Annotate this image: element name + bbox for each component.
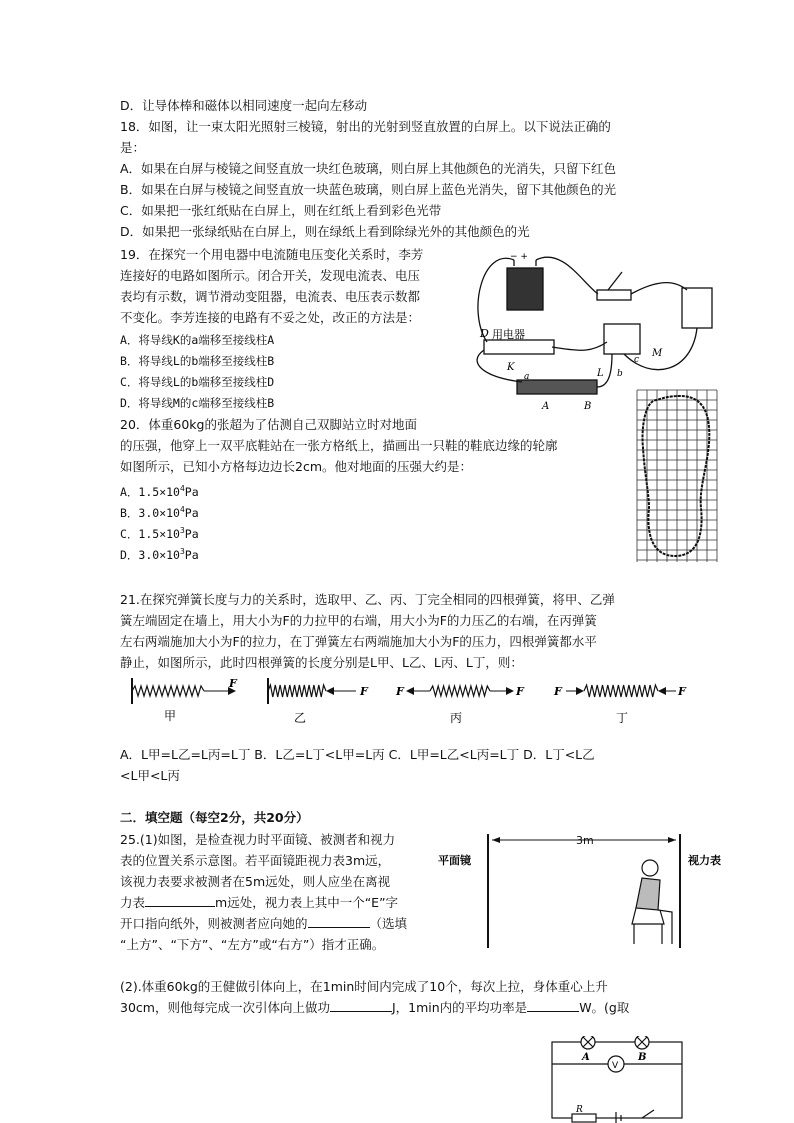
chart-label: 视力表 [688,854,721,867]
spring-coil [430,686,490,696]
q19-option-b: B．将导线L的b端移至接线柱B [120,354,275,368]
spring-ding-force-right: F [678,685,686,698]
q18-option-b: B．如果在白屏与棱镜之间竖直放一块蓝色玻璃，则白屏上蓝色光消失，留下其他颜色的光 [120,182,617,197]
q18-option-d: D．如果把一张绿纸贴在白屏上，则在绿纸上看到除绿光外的其他颜色的光 [120,224,530,239]
lamp-a-label: A [582,1052,590,1063]
q25-stem-5: 开口指向纸外，则被测者应向她的 （选填 [120,916,408,931]
q21-options-line-2: <L甲<L丙 [120,768,180,783]
q20-shoe-grid-figure [635,388,719,564]
mirror-label: 平面镜 [438,854,471,867]
spring-coil [584,685,658,697]
svg-text:− +: − + [510,252,528,262]
device-label: 用电器 [492,328,525,341]
spring-bing-force-right: F [516,685,524,698]
rheostat-label: R [576,1105,583,1115]
q25-blank-power[interactable] [527,999,579,1012]
spring-coil [132,686,204,696]
q20-option-d: D．$3.0\times 10^3Pa$ [120,547,199,562]
spring-label-ding: 丁 [616,711,629,725]
q17-option-d: D．让导体棒和磁体以相同速度一起向左移动 [120,98,368,113]
rheostat-icon [517,380,597,394]
ammeter-icon [682,288,712,328]
q20-stem-1: 20．体重60kg的张超为了估测自己双脚站立时对地面 [120,417,417,432]
q18-stem-2: 是： [120,140,146,155]
q25-blank-distance[interactable] [145,894,215,907]
q25-stem-3: 该视力表要求被测者在5m远处，则人应坐在离视 [120,874,391,889]
q21-options-line-1: A．L甲=L乙=L丙=L丁 B．L乙=L丁<L甲=L丙 C．L甲=L乙<L丙=L丁 D．L丁<L乙 [120,747,595,762]
q25-part2-line-1: (2).体重60kg的王健做引体向上，在1min时间内完成了10个，每次上拉，身体重心上升 [120,979,608,994]
q25-part2-line-2: 30cm，则他每完成一次引体向上做功 J，1min内的平均功率是 W。(g取 [120,1000,630,1015]
svg-text:b: b [617,369,623,379]
spring-bing-force-left: F [396,685,404,698]
spring-label-yi: 乙 [294,711,307,725]
svg-text:c: c [634,355,640,365]
q18-stem-1: 18．如图，让一束太阳光照射三棱镜，射出的光射到竖直放置的白屏上。以下说法正确的 [120,119,611,134]
q19-option-a: A．将导线K的a端移至接线柱A [120,333,275,347]
q25-stem-6: “上方”、“下方”、“左方”或“右方”）指才正确。 [120,937,385,952]
svg-text:B: B [584,401,592,412]
q25-stem-2: 表的位置关系示意图。若平面镜距视力表3m远， [120,853,391,868]
q21-stem-3: 左右两端施加大小为F的拉力，在丁弹簧左右两端施加大小为F的压力，四根弹簧都水平 [120,634,597,649]
person-icon [632,860,672,944]
spring-label-jia: 甲 [164,709,177,723]
spring-label-bing: 丙 [450,711,463,725]
q19-option-c: C．将导线L的b端移至接线柱D [120,375,275,389]
voltmeter-label: V [612,1061,619,1071]
spring-jia-force: F [229,677,237,690]
q25-eye-test-figure [436,828,766,952]
device-board [484,340,554,354]
q19-stem-2: 连接好的电路如图所示。闭合开关，发现电流表、电压 [120,268,421,283]
q19-stem-1: 19．在探究一个用电器中电流随电压变化关系时，李芳 [120,247,424,262]
q18-option-c: C．如果把一张红纸贴在白屏上，则在红纸上看到彩色光带 [120,203,442,218]
svg-text:D: D [480,327,489,340]
battery-icon [507,268,543,310]
q19-stem-3: 表均有示数，调节滑动变阻器，电流表、电压表示数都 [120,289,421,304]
q18-option-a: A．如果在白屏与棱镜之间竖直放一块红色玻璃，则白屏上其他颜色的光消失，只留下红色 [120,161,617,176]
q25-blank-work[interactable] [330,999,392,1012]
q25-stem-1: 25.(1)如图，是检查视力时平面镜、被测者和视力 [120,832,396,847]
switch-icon [597,290,631,300]
svg-text:K: K [507,362,515,373]
q21-stem-4: 静止，如图所示，此时四根弹簧的长度分别是L甲、L乙、L丙、L丁，则： [120,655,523,670]
svg-text:A: A [542,401,550,412]
q25-stem-4: 力表 m远处，视力表上其中一个“E”字 [120,895,399,910]
voltmeter-icon [604,324,640,354]
svg-text:L: L [597,368,604,379]
lamp-b-label: B [638,1052,647,1063]
q20-option-a: A．$1.5\times 10^4Pa$ [120,484,199,499]
svg-text:a: a [524,372,530,382]
q25-blank-direction[interactable] [308,915,370,928]
spring-ding-force-left: F [554,685,562,698]
spring-yi-force: F [360,685,368,698]
q21-stem-1: 21.在探究弹簧长度与力的关系时，选取甲、乙、丙、丁完全相同的四根弹簧，将甲、乙弹 [120,592,615,607]
q19-stem-4: 不变化。李芳连接的电路有不妥之处，改正的方法是： [120,310,421,325]
q19-option-d: D．将导线M的c端移至接线柱B [120,396,275,410]
q21-springs-figure [120,672,690,732]
q20-stem-3: 如图所示，已知小方格每边边长2cm。他对地面的压强大约是： [120,459,473,474]
section-2-title: 二．填空题（每空2分，共20分） [120,810,309,825]
q20-option-b: B．$3.0\times 10^4Pa$ [120,505,199,520]
q21-stem-2: 簧左端固定在墙上，用大小为F的力拉甲的右端，用大小为F的力压乙的右端，在丙弹簧 [120,613,597,628]
rheostat-symbol [572,1114,596,1122]
bottom-circuit-figure [546,1036,688,1123]
q20-option-c: C．$1.5\times 10^3Pa$ [120,526,199,541]
q20-stem-2: 的压强，他穿上一双平底鞋站在一张方格纸上，描画出一只鞋的鞋底边缘的轮廓 [120,438,558,453]
spring-coil [268,685,326,697]
switch-symbol [642,1110,654,1118]
svg-text:M: M [652,348,663,359]
distance-label: 3m [576,834,594,847]
